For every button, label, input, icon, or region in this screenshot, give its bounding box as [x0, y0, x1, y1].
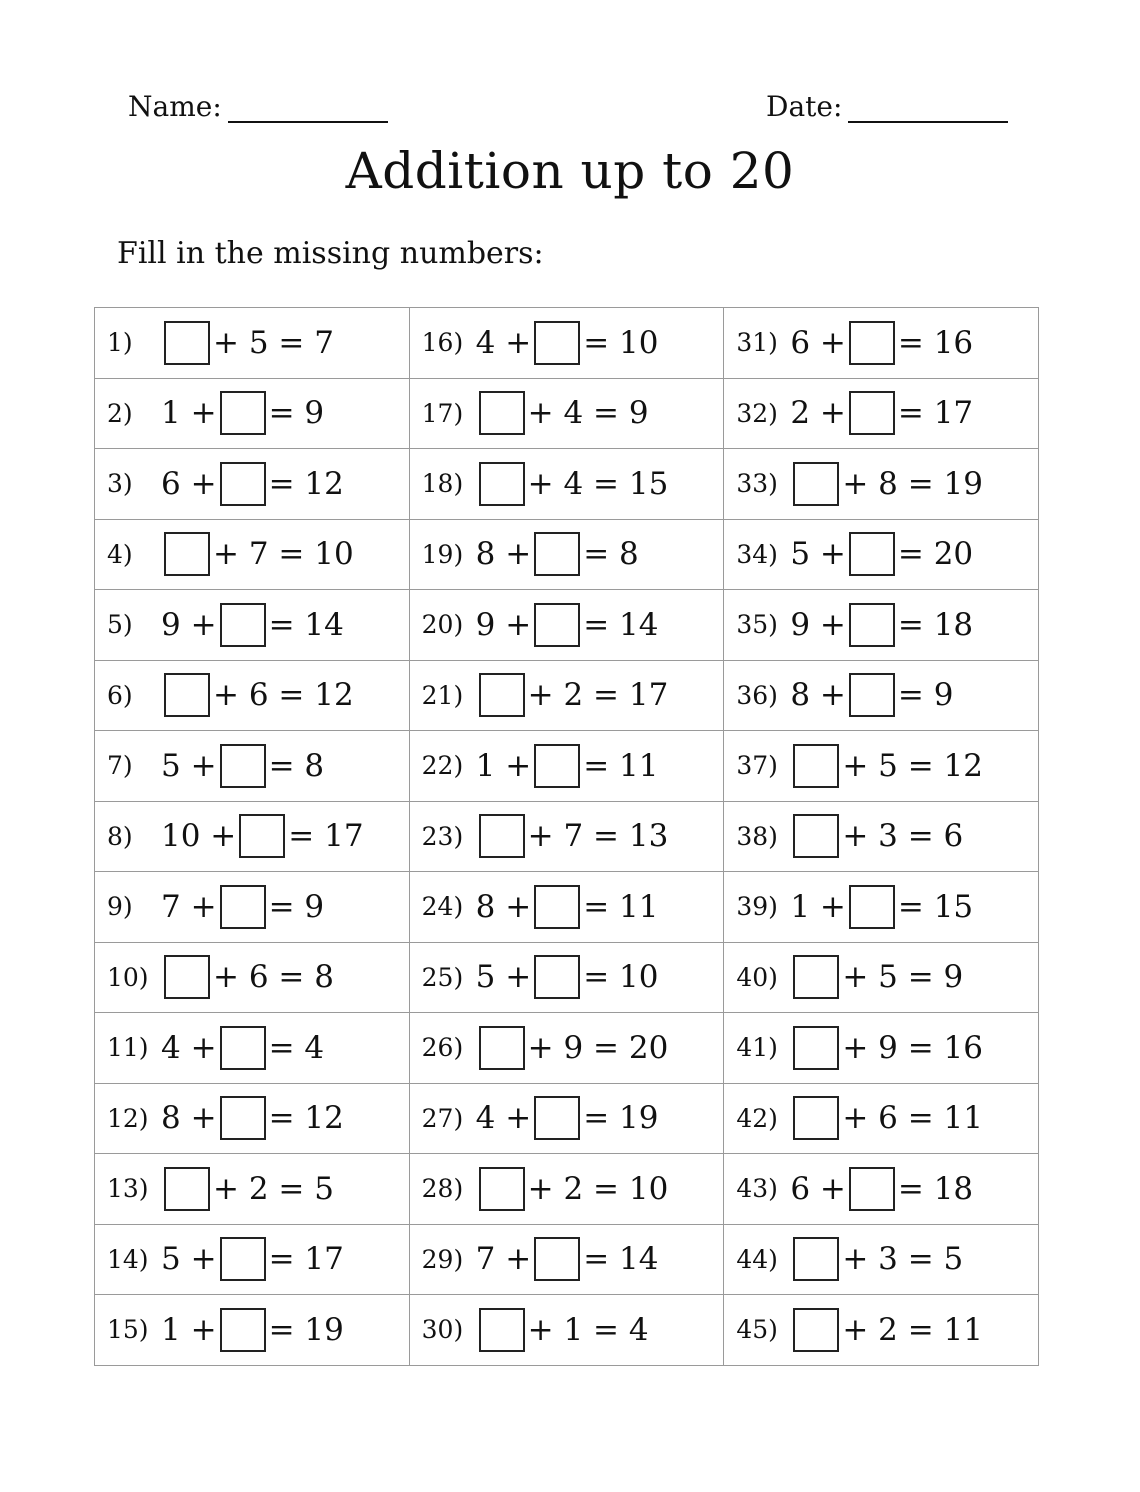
equation — [476, 955, 659, 999]
answer-box[interactable] — [479, 814, 525, 858]
equation-left: 8 + — [161, 1100, 217, 1137]
equation-right: = 19 — [583, 1100, 659, 1137]
equation-left: 7 + — [161, 888, 217, 925]
equation-right: = 16 — [897, 324, 974, 361]
equation-left: 9 + — [161, 606, 217, 643]
problem-number: 39) — [736, 892, 778, 922]
table-row — [95, 1083, 1039, 1154]
table-row — [95, 590, 1039, 661]
equation-left: 1 + — [790, 888, 846, 925]
table-row — [95, 308, 1039, 379]
equation-right: + 2 = 17 — [527, 677, 669, 714]
answer-box[interactable] — [849, 321, 895, 365]
problem-number: 40) — [736, 962, 778, 992]
problem-cell — [95, 590, 410, 661]
problem-number: 32) — [736, 398, 778, 428]
problem-number: 36) — [736, 680, 778, 710]
answer-box[interactable] — [164, 321, 210, 365]
equation-left: 9 + — [790, 606, 846, 643]
answer-box[interactable] — [793, 1237, 839, 1281]
answer-box[interactable] — [534, 1237, 580, 1281]
problem-cell — [95, 449, 410, 520]
problem-cell — [409, 449, 724, 520]
problem-cell — [724, 1083, 1039, 1154]
equation-right: + 8 = 19 — [842, 465, 983, 502]
equation-right: + 5 = 9 — [842, 959, 964, 996]
answer-box[interactable] — [479, 673, 525, 717]
table-row — [95, 1224, 1039, 1295]
table-row — [95, 378, 1039, 449]
answer-box[interactable] — [239, 814, 285, 858]
equation-right: = 11 — [583, 888, 659, 925]
answer-box[interactable] — [164, 532, 210, 576]
problem-cell — [95, 1013, 410, 1084]
equation — [476, 462, 669, 506]
answer-box[interactable] — [793, 1096, 839, 1140]
answer-box[interactable] — [220, 603, 266, 647]
equation-left: 6 + — [790, 324, 846, 361]
equation — [161, 885, 324, 929]
equation-left: 5 + — [161, 747, 217, 784]
problem-number: 7) — [107, 751, 133, 781]
problem-number: 19) — [421, 539, 464, 569]
table-row — [95, 660, 1039, 731]
problem-number: 42) — [736, 1103, 778, 1133]
equation — [476, 532, 639, 576]
answer-box[interactable] — [220, 1096, 266, 1140]
problem-cell — [95, 660, 410, 731]
answer-box[interactable] — [164, 673, 210, 717]
equation — [790, 1096, 983, 1140]
equation — [161, 673, 354, 717]
equation-right: = 10 — [583, 959, 659, 996]
equation — [476, 321, 659, 365]
equation — [161, 1237, 344, 1281]
equation-left: 9 + — [475, 606, 532, 643]
problem-cell — [724, 519, 1039, 590]
equation — [476, 1096, 659, 1140]
equation — [161, 391, 324, 435]
problem-number: 44) — [736, 1244, 778, 1274]
equation-right: = 17 — [288, 818, 364, 855]
problem-number: 12) — [107, 1103, 149, 1133]
answer-box[interactable] — [793, 1308, 839, 1352]
problem-number: 18) — [421, 469, 464, 499]
equation — [161, 603, 344, 647]
problem-number: 38) — [736, 821, 778, 851]
problem-cell — [95, 1224, 410, 1295]
table-row — [95, 801, 1039, 872]
problem-grid — [94, 307, 1039, 1366]
equation-left: 5 + — [161, 1241, 217, 1278]
problem-cell — [409, 1154, 724, 1225]
problem-number: 15) — [107, 1315, 149, 1345]
equation-right: = 12 — [268, 465, 344, 502]
answer-box[interactable] — [164, 1167, 210, 1211]
equation-left: 8 + — [790, 677, 846, 714]
equation — [476, 1167, 669, 1211]
problem-number: 6) — [107, 680, 133, 710]
equation — [790, 603, 973, 647]
answer-box[interactable] — [793, 1026, 839, 1070]
equation-right: + 4 = 15 — [527, 465, 669, 502]
problem-number: 26) — [421, 1033, 464, 1063]
problem-cell — [409, 872, 724, 943]
problem-cell — [95, 1295, 410, 1366]
equation-right: + 5 = 12 — [842, 747, 983, 784]
answer-box[interactable] — [534, 603, 580, 647]
equation-left: 4 + — [161, 1029, 217, 1066]
problem-number: 1) — [107, 328, 133, 358]
answer-box[interactable] — [534, 955, 580, 999]
equation-right: + 3 = 6 — [842, 818, 964, 855]
equation-right: + 7 = 10 — [213, 536, 354, 573]
equation — [161, 955, 334, 999]
equation — [161, 744, 324, 788]
problem-number: 23) — [421, 821, 464, 851]
answer-box[interactable] — [164, 955, 210, 999]
equation-right: = 14 — [583, 1241, 659, 1278]
problem-number: 14) — [107, 1244, 149, 1274]
equation — [790, 1308, 983, 1352]
problem-cell — [95, 1083, 410, 1154]
answer-box[interactable] — [849, 673, 895, 717]
answer-box[interactable] — [793, 814, 839, 858]
equation — [476, 1308, 649, 1352]
problem-number: 2) — [107, 398, 133, 428]
problem-number: 33) — [736, 469, 778, 499]
problem-cell — [95, 801, 410, 872]
problem-cell — [95, 1154, 410, 1225]
equation-left: 6 + — [790, 1170, 846, 1207]
problem-number: 8) — [107, 821, 133, 851]
problem-number: 5) — [107, 610, 133, 640]
problem-number: 9) — [107, 892, 133, 922]
table-row — [95, 519, 1039, 590]
instructions: Fill in the missing numbers: — [117, 236, 544, 271]
equation — [476, 814, 669, 858]
equation — [476, 1026, 669, 1070]
equation-right: = 17 — [897, 395, 974, 432]
problem-cell — [724, 449, 1039, 520]
equation-left: 8 + — [475, 536, 532, 573]
answer-box[interactable] — [849, 1167, 895, 1211]
equation-right: = 11 — [583, 747, 659, 784]
answer-box[interactable] — [479, 1308, 525, 1352]
problem-cell — [95, 731, 410, 802]
problem-number: 41) — [736, 1033, 778, 1063]
problem-cell — [724, 378, 1039, 449]
equation — [790, 673, 953, 717]
equation-left: 1 + — [475, 747, 532, 784]
equation-right: + 2 = 10 — [527, 1170, 669, 1207]
answer-box[interactable] — [220, 462, 266, 506]
answer-box[interactable] — [793, 955, 839, 999]
answer-box[interactable] — [534, 1096, 580, 1140]
equation-right: + 5 = 7 — [213, 324, 334, 361]
equation — [161, 321, 334, 365]
equation-right: + 6 = 8 — [213, 959, 334, 996]
answer-box[interactable] — [849, 885, 895, 929]
equation — [161, 814, 364, 858]
answer-box[interactable] — [479, 391, 525, 435]
problem-number: 16) — [421, 328, 464, 358]
equation-right: = 14 — [268, 606, 344, 643]
problem-number: 17) — [421, 398, 464, 428]
problem-cell — [724, 1295, 1039, 1366]
equation-right: + 2 = 5 — [213, 1170, 334, 1207]
equation — [476, 1237, 659, 1281]
table-row — [95, 1013, 1039, 1084]
equation-left: 10 + — [161, 818, 237, 855]
problem-number: 20) — [421, 610, 464, 640]
equation — [161, 462, 344, 506]
equation-left: 4 + — [475, 1100, 532, 1137]
equation-right: = 9 — [268, 395, 325, 432]
answer-box[interactable] — [220, 1026, 266, 1070]
equation-left: 2 + — [790, 395, 846, 432]
equation — [476, 673, 669, 717]
answer-box[interactable] — [849, 532, 895, 576]
problem-number: 22) — [421, 751, 464, 781]
problem-cell — [95, 942, 410, 1013]
problem-cell — [724, 308, 1039, 379]
equation-right: = 14 — [583, 606, 659, 643]
equation-right: = 4 — [268, 1029, 325, 1066]
problem-cell — [409, 1013, 724, 1084]
equation — [790, 321, 973, 365]
problem-number: 29) — [421, 1244, 464, 1274]
problem-cell — [724, 1224, 1039, 1295]
equation-right: = 15 — [897, 888, 974, 925]
problem-cell — [724, 942, 1039, 1013]
answer-box[interactable] — [534, 532, 580, 576]
name-field — [128, 90, 388, 123]
equation — [790, 1167, 973, 1211]
date-label: Date: — [766, 90, 843, 123]
equation-left: 4 + — [475, 324, 532, 361]
problem-number: 35) — [736, 610, 778, 640]
name-blank-line[interactable] — [228, 95, 388, 123]
equation — [790, 1237, 963, 1281]
problem-cell — [409, 660, 724, 731]
problem-number: 24) — [421, 892, 464, 922]
problem-cell — [409, 1224, 724, 1295]
problem-number: 3) — [107, 469, 133, 499]
answer-box[interactable] — [849, 603, 895, 647]
problem-number: 13) — [107, 1174, 149, 1204]
equation — [790, 744, 983, 788]
name-label: Name: — [128, 90, 222, 123]
problem-number: 37) — [736, 751, 778, 781]
equation-right: = 20 — [897, 536, 974, 573]
equation — [790, 391, 973, 435]
problem-number: 31) — [736, 328, 778, 358]
equation-right: = 18 — [897, 606, 974, 643]
answer-box[interactable] — [534, 885, 580, 929]
equation — [476, 603, 659, 647]
equation-right: + 7 = 13 — [527, 818, 669, 855]
equation — [476, 391, 649, 435]
equation-left: 8 + — [475, 888, 532, 925]
problem-cell — [409, 1295, 724, 1366]
equation — [476, 885, 659, 929]
answer-box[interactable] — [220, 1237, 266, 1281]
page-title: Addition up to 20 — [345, 142, 795, 200]
equation-left: 1 + — [161, 395, 217, 432]
problem-cell — [409, 590, 724, 661]
answer-box[interactable] — [479, 462, 525, 506]
problem-number: 4) — [107, 539, 133, 569]
equation-right: = 9 — [268, 888, 325, 925]
equation-right: + 3 = 5 — [842, 1241, 964, 1278]
answer-box[interactable] — [793, 462, 839, 506]
problem-number: 28) — [421, 1174, 464, 1204]
equation-right: = 19 — [268, 1311, 344, 1348]
problem-cell — [95, 378, 410, 449]
problem-cell — [724, 731, 1039, 802]
equation — [790, 814, 963, 858]
problem-number: 34) — [736, 539, 778, 569]
problem-cell — [724, 590, 1039, 661]
problem-number: 27) — [421, 1103, 464, 1133]
problem-cell — [724, 660, 1039, 731]
problem-cell — [724, 801, 1039, 872]
equation-right: + 9 = 16 — [842, 1029, 983, 1066]
equation — [161, 1167, 334, 1211]
answer-box[interactable] — [849, 391, 895, 435]
date-blank-line[interactable] — [848, 95, 1008, 123]
table-row — [95, 872, 1039, 943]
answer-box[interactable] — [220, 1308, 266, 1352]
problem-cell — [409, 378, 724, 449]
problem-cell — [409, 1083, 724, 1154]
problem-number: 45) — [736, 1315, 778, 1345]
equation-right: + 6 = 11 — [842, 1100, 983, 1137]
equation — [161, 1308, 344, 1352]
answer-box[interactable] — [220, 391, 266, 435]
problem-cell — [95, 872, 410, 943]
answer-box[interactable] — [479, 1167, 525, 1211]
equation — [790, 532, 973, 576]
table-row — [95, 449, 1039, 520]
problem-cell — [409, 942, 724, 1013]
answer-box[interactable] — [534, 744, 580, 788]
table-row — [95, 731, 1039, 802]
problem-cell — [409, 308, 724, 379]
equation — [161, 1096, 344, 1140]
equation-right: + 6 = 12 — [213, 677, 354, 714]
problem-number: 30) — [421, 1315, 464, 1345]
equation — [790, 1026, 983, 1070]
answer-box[interactable] — [220, 885, 266, 929]
answer-box[interactable] — [534, 321, 580, 365]
problem-number: 25) — [421, 962, 464, 992]
problem-number: 11) — [107, 1033, 149, 1063]
equation — [476, 744, 659, 788]
equation-right: = 8 — [583, 536, 639, 573]
answer-box[interactable] — [220, 744, 266, 788]
problem-cell — [724, 872, 1039, 943]
problem-cell — [724, 1154, 1039, 1225]
equation-right: + 9 = 20 — [527, 1029, 669, 1066]
equation-left: 6 + — [161, 465, 217, 502]
equation-right: = 8 — [268, 747, 325, 784]
equation-left: 7 + — [475, 1241, 532, 1278]
equation-left: 5 + — [790, 536, 846, 573]
problem-number: 21) — [421, 680, 464, 710]
problem-cell — [95, 519, 410, 590]
equation-right: + 2 = 11 — [842, 1311, 983, 1348]
problem-cell — [409, 801, 724, 872]
equation — [790, 955, 963, 999]
equation-right: = 9 — [897, 677, 954, 714]
equation-right: = 10 — [583, 324, 659, 361]
equation — [790, 885, 973, 929]
problem-cell — [724, 1013, 1039, 1084]
table-row — [95, 942, 1039, 1013]
equation-left: 5 + — [475, 959, 532, 996]
equation — [161, 532, 354, 576]
equation-right: = 18 — [897, 1170, 974, 1207]
table-row — [95, 1154, 1039, 1225]
answer-box[interactable] — [479, 1026, 525, 1070]
problem-number: 43) — [736, 1174, 778, 1204]
equation-right: + 1 = 4 — [527, 1311, 649, 1348]
table-row — [95, 1295, 1039, 1366]
problem-cell — [95, 308, 410, 379]
problem-cell — [409, 519, 724, 590]
date-field — [766, 90, 1008, 123]
equation-left: 1 + — [161, 1311, 217, 1348]
equation — [790, 462, 983, 506]
problem-cell — [409, 731, 724, 802]
answer-box[interactable] — [793, 744, 839, 788]
equation-right: = 17 — [268, 1241, 344, 1278]
equation-right: + 4 = 9 — [527, 395, 649, 432]
equation-right: = 12 — [268, 1100, 344, 1137]
equation — [161, 1026, 324, 1070]
problem-number: 10) — [107, 962, 149, 992]
